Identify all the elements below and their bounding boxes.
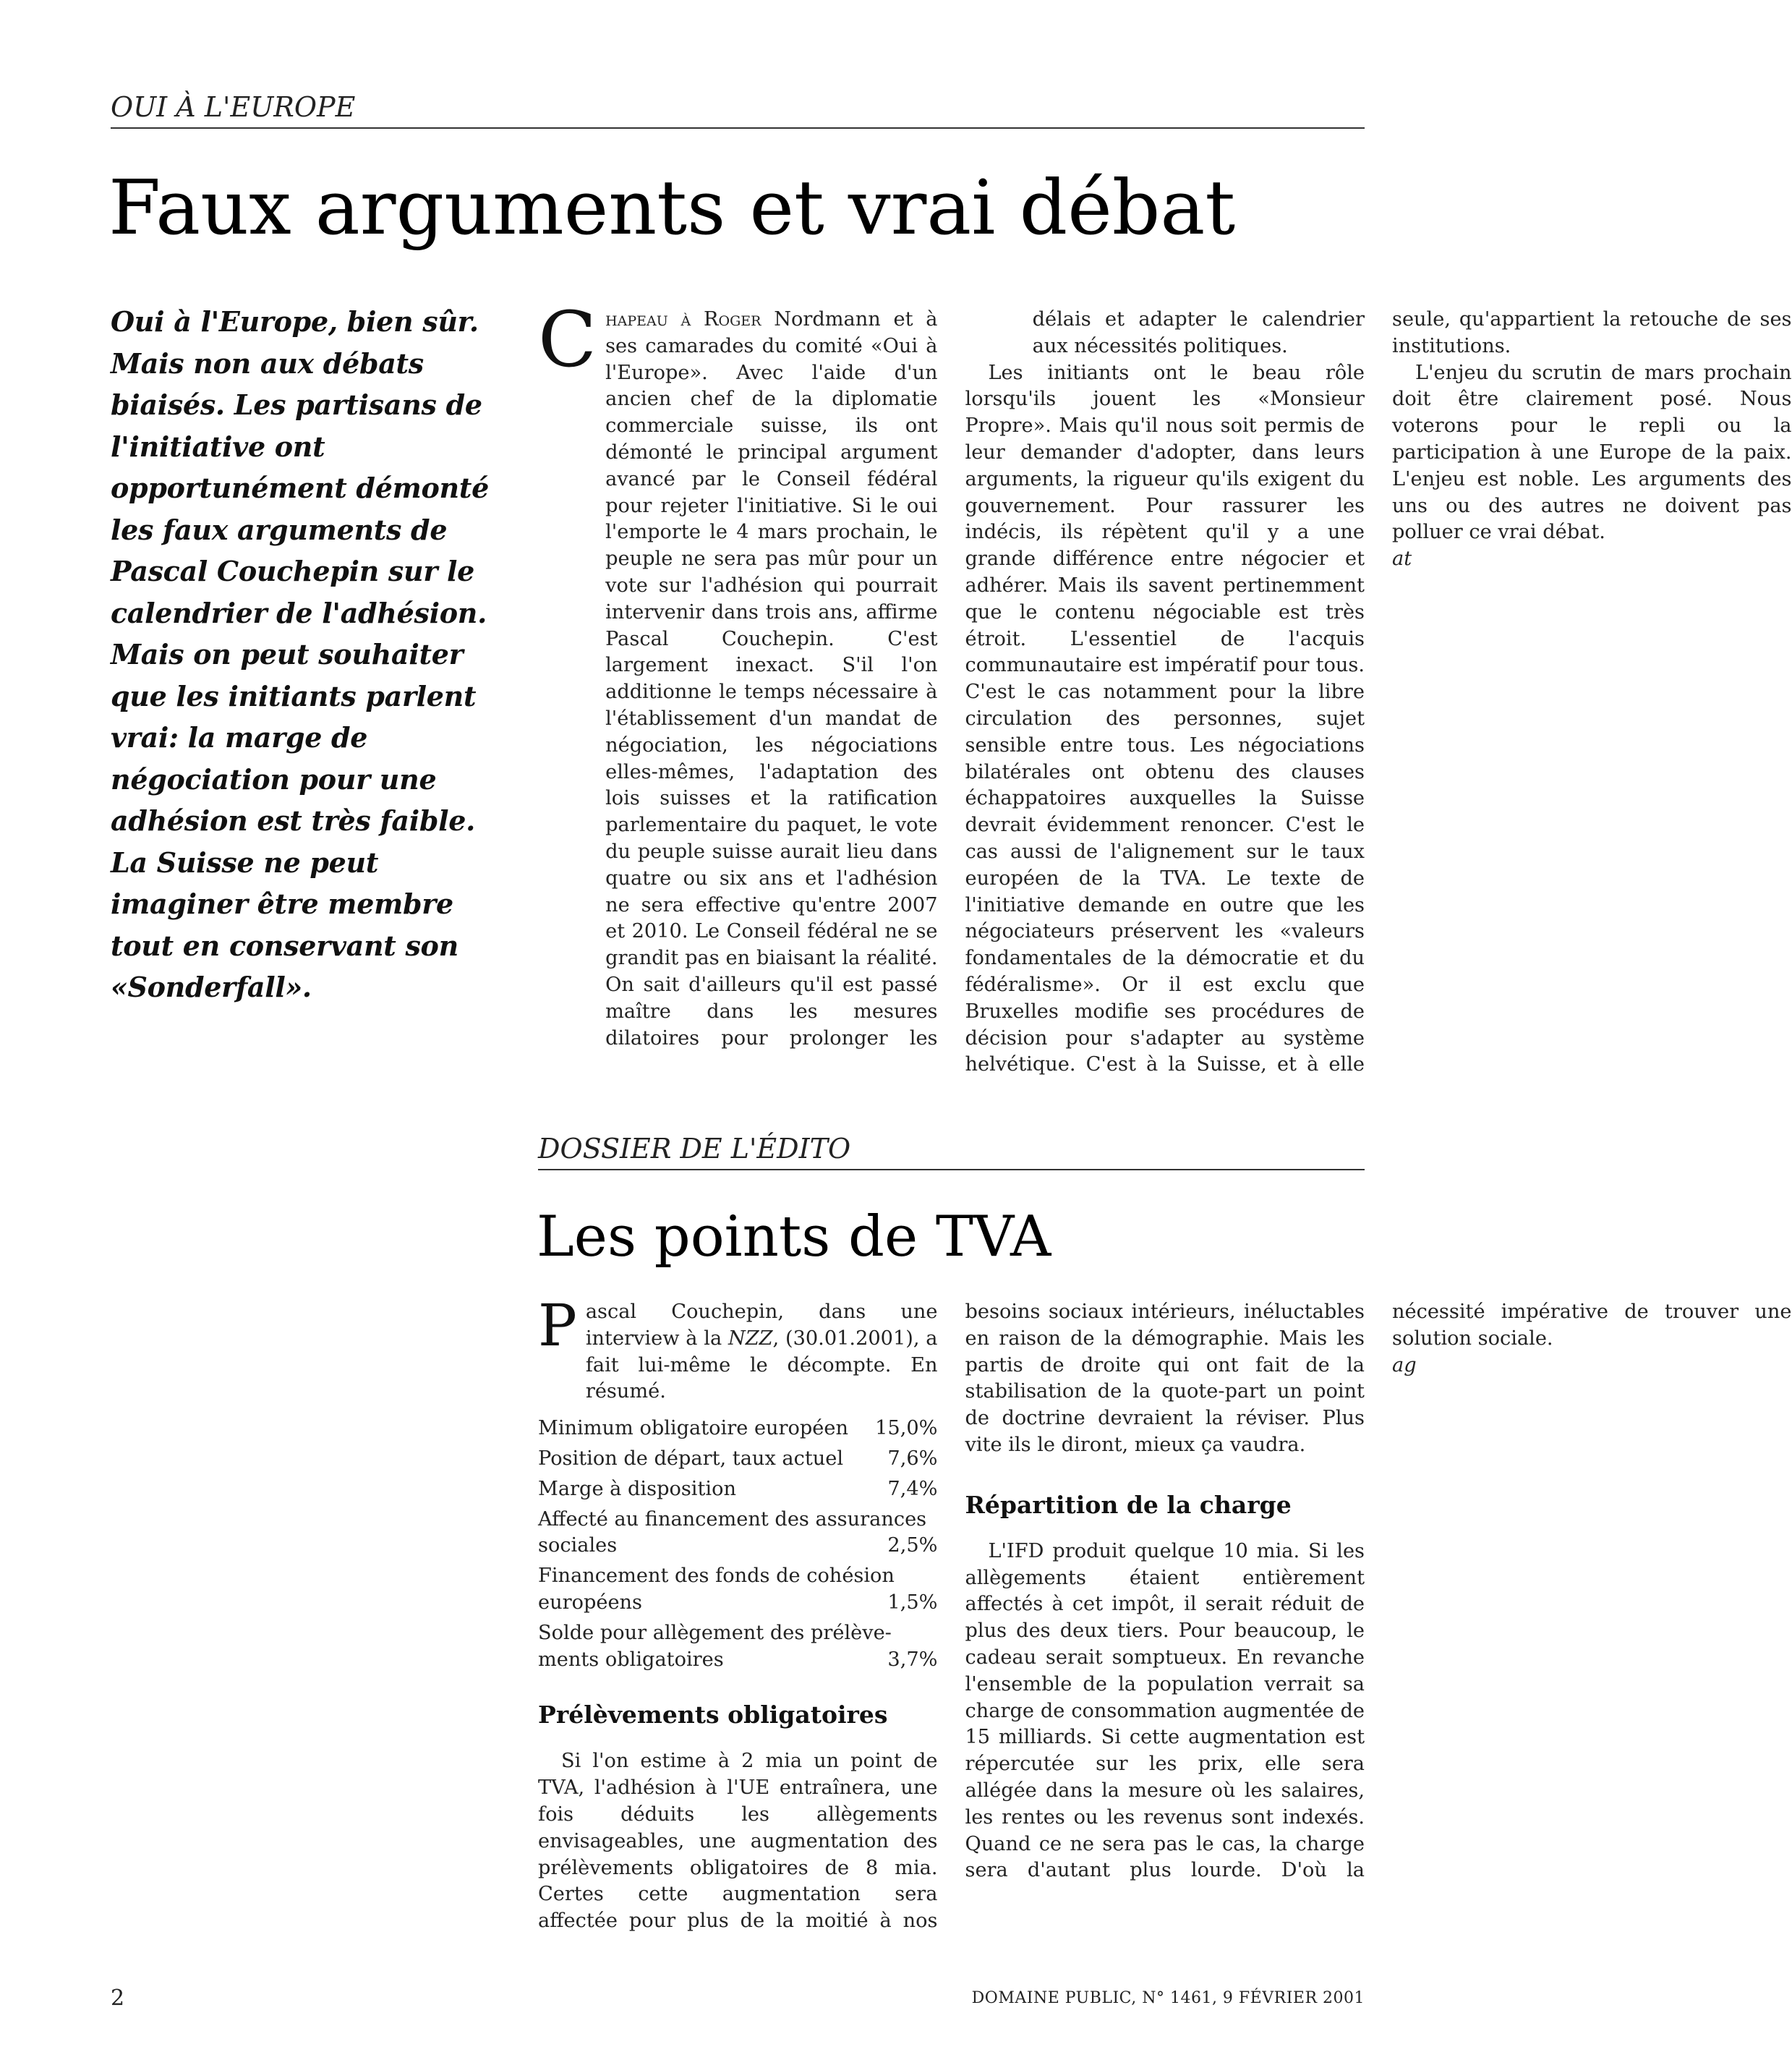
section-kicker: DOSSIER DE L'ÉDITO (538, 1133, 851, 1165)
subheading: Prélèvements obligatoires (538, 1701, 888, 1729)
subheading: Répartition de la charge (965, 1490, 1292, 1519)
table-row (538, 1507, 938, 1560)
paragraph: Les initiants ont le beau rôle lorsqu'ils jouent les «Monsieur Propre». Mais qu'il nous soit permis de leur demander d'adopter, dans leurs arguments, la rigueur qu'ils exigent du gouvernement. Pour rassurer les indécis, ils répètent qu'il y a une grande différence entre négocier et adhérer. Mais ils savent pertinemment que le contenu négociable est très étroit. L'essentiel de l'acquis communautaire est impératif pour tous. C'est le cas notamment pour la libre circulation des personnes, sujet sensible entre tous. Les négociations bilatérales ont obtenu des clauses échappatoires auxquelles la Suisse devrait évidemment renoncer. C'est le cas aussi de l'alignement sur le taux européen de la TVA. Le texte de l'initiative demande en outre que les négociateurs préservent les «valeurs fondamentales de la démocratie et du fédéralisme». Or il est exclu que Bruxelles modifie ses procédures de décision pour s'adapter au système helvétique. C'est à la Suisse, et à elle seule, qu'appartient la retouche de ses institutions. (965, 308, 1792, 1076)
row-value: 7,6% (887, 1447, 938, 1470)
row-label: Financement des fonds de cohésion (538, 1565, 895, 1588)
article-body (538, 295, 1792, 1095)
table-row (538, 1476, 938, 1503)
article-title: Faux arguments et vrai débat (108, 163, 1236, 252)
newspaper-name: NZZ (728, 1327, 773, 1350)
section-rule (538, 1169, 1365, 1170)
vat-table (538, 1416, 938, 1673)
row-label-cont: européens (538, 1591, 643, 1614)
row-label: Minimum obligatoire européen (538, 1417, 848, 1440)
section-kicker: OUI À L'EUROPE (111, 91, 356, 123)
author-signature: ag (1392, 1353, 1417, 1376)
first-words: hapeau à Roger (605, 308, 761, 331)
table-row (538, 1563, 938, 1617)
paragraph: Si l'on estime à 2 mia un point de TVA, l'adhésion à l'UE entraînera, une fois déduits les allègements envisageables, une augmentation des prélèvements obligatoires de 8 mia. Certes cette augmentation sera affectée pour plus de la moitié à nos besoins sociaux intérieurs, inéluctables en raison de la démographie. Mais les partis de droite qui ont fait de la stabilisation de la quote-part un point de doctrine devraient la réviser. Plus vite ils le diront, mieux ça vaudra. (538, 1301, 1365, 1933)
row-label: Position de départ, taux actuel (538, 1447, 844, 1470)
article-title: Les points de TVA (537, 1204, 1051, 1269)
row-label: Solde pour allègement des prélève- (538, 1621, 892, 1644)
paragraph-text: ascal Couchepin, dans une interview à la (585, 1301, 938, 1350)
paragraph: L'IFD produit quelque 10 mia. Si les allègements étaient entièrement affectés à cet impôt, il serait réduit de plus des deux tiers. Pour beaucoup, le cadeau serait somptueux. En revanche l'ensemble de la population verrait sa charge de consommation augmentée de 15 milliards. Si cette augmentation est répercutée sur les prix, elle sera allégée dans la mesure où les salaires, les rentes ou les revenus sont indexés. Quand ce ne sera pas le cas, la charge sera d'autant plus lourde. D'où la nécessité impérative de trouver une solution sociale. (965, 1301, 1792, 1882)
row-label: Marge à disposition (538, 1477, 736, 1500)
paragraph-text: , (30.01.2001), a fait lui-même le décompte. En résumé. (585, 1327, 938, 1403)
row-value: 15,0% (875, 1417, 938, 1440)
section-rule (111, 127, 1365, 129)
page-number: 2 (111, 1986, 125, 2011)
paragraph: L'enjeu du scrutin de mars prochain doit être clairement posé. Nous voterons pour le repli ou la participation à une Europe de la paix. L'enjeu est noble. Les arguments des uns ou des autres ne doivent pas polluer ce vrai débat. (1392, 361, 1792, 544)
author-signature: at (1392, 548, 1412, 571)
row-label: Affecté au financement des assurances (538, 1507, 927, 1531)
row-label-cont: ments obligatoires (538, 1648, 724, 1671)
table-row (538, 1416, 938, 1442)
first-paragraph (538, 1292, 938, 1405)
row-value: 7,4% (887, 1477, 938, 1500)
publication-info: DOMAINE PUBLIC, N° 1461, 9 FÉVRIER 2001 (971, 1989, 1365, 2007)
row-value: 3,7% (887, 1648, 938, 1671)
drop-cap: C (538, 295, 597, 384)
table-row (538, 1620, 938, 1674)
row-label-cont: sociales (538, 1534, 618, 1557)
paragraph-text: Nordmann et à ses camarades du comité «Oui à l'Europe». Avec l'aide d'un ancien chef de la diplomatie commerciale suisse, ils ont démonté le principal argument avancé par le Conseil fédéral pour rejeter l'initiative. Si le oui l'emporte le 4 mars prochain, le peuple ne sera pas mûr pour un vote sur l'adhésion qui pourrait intervenir dans trois ans, affirme Pascal Couchepin. C'est largement inexact. S'il l'on additionne le temps nécessaire à l'établissement d'un mandat de négociation, les négociations elles-mêmes, l'adaptation des lois suisses et la ratification parlementaire du paquet, le vote du peuple suisse aurait lieu dans quatre ou six ans et l'adhésion ne sera effective qu'entre 2007 et 2010. Le Conseil fédéral ne se grandit pas en biaisant la réalité. On sait d'ailleurs qu'il est passé maître dans les mesures dilatoires pour prolonger les délais et adapter le calendrier aux nécessités politiques. (605, 308, 1365, 1050)
article-lead: Oui à l'Europe, bien sûr. Mais non aux débats biaisés. Les partisans de l'initiative ont opportunément démonté les faux arguments de Pascal Couchepin sur le calendrier de l'adhésion. Mais on peut souhaiter que les initiants parlent vrai: la marge de négociation pour une adhésion est très faible. La Suisse ne peut imaginer être membre tout en conservant son «Sonderfall». (111, 305, 489, 1003)
drop-cap: P (538, 1292, 577, 1359)
article-body (538, 1292, 1792, 1936)
table-row (538, 1446, 938, 1473)
row-value: 2,5% (887, 1534, 938, 1557)
row-value: 1,5% (887, 1591, 938, 1614)
